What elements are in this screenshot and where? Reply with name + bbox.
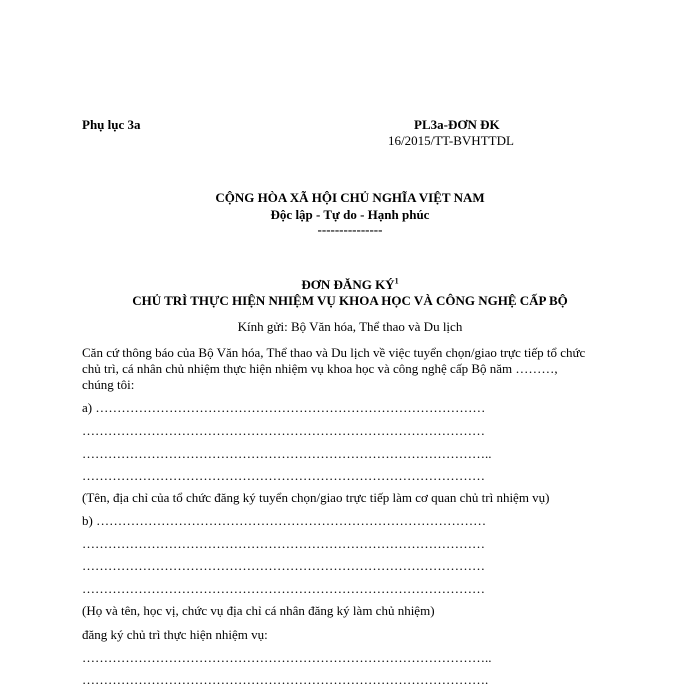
field-b-line-3: ………………………………………………………………………………… — [82, 558, 485, 573]
field-a-note: (Tên, địa chỉ của tổ chức đăng ký tuyển chọn/giao trực tiếp làm cơ quan chủ trì nhiệm vụ) — [82, 490, 550, 505]
addressee: Kính gửi: Bộ Văn hóa, Thể thao và Du lịch — [237, 319, 463, 334]
form-title-text: ĐƠN ĐĂNG KÝ — [301, 277, 395, 292]
field-b-line-4: ………………………………………………………………………………… — [82, 581, 485, 596]
field-b-line-2: ………………………………………………………………………………… — [82, 536, 485, 551]
intro-line-3: chúng tôi: — [82, 377, 135, 392]
motto-divider: --------------- — [317, 222, 383, 237]
appendix-label: Phụ lục 3a — [82, 117, 141, 132]
field-a-line-4: ………………………………………………………………………………… — [82, 468, 485, 483]
form-subtitle: CHỦ TRÌ THỰC HIỆN NHIỆM VỤ KHOA HỌC VÀ CÔNG NGHỆ CẤP BỘ — [132, 293, 568, 308]
form-code: PL3a-ĐƠN ĐK — [414, 117, 500, 132]
national-motto: Độc lập - Tự do - Hạnh phúc — [270, 207, 430, 222]
field-c-line-1: ………………………………………………………………………………….. — [82, 650, 492, 665]
register-line: đăng ký chủ trì thực hiện nhiệm vụ: — [82, 627, 268, 642]
circular-number: 16/2015/TT-BVHTTDL — [388, 133, 514, 148]
form-title — [0, 277, 700, 293]
intro-line-2: chủ trì, cá nhân chủ nhiệm thực hiện nhiệm vụ khoa học và công nghệ cấp Bộ năm ………, — [82, 361, 558, 376]
field-c-line-2: …………………………………………………………………………………. — [82, 672, 489, 687]
field-a-line-2: ………………………………………………………………………………… — [82, 423, 485, 438]
national-title: CỘNG HÒA XÃ HỘI CHỦ NGHĨA VIỆT NAM — [215, 190, 485, 205]
field-b-line-1: b) ……………………………………………………………………………… — [82, 513, 487, 528]
field-a-line-1: a) ……………………………………………………………………………… — [82, 400, 486, 415]
intro-line-1: Căn cứ thông báo của Bộ Văn hóa, Thể thao và Du lịch về việc tuyển chọn/giao trực tiếp tổ chức — [82, 345, 586, 360]
field-b-note: (Họ và tên, học vị, chức vụ địa chỉ cá nhân đăng ký làm chủ nhiệm) — [82, 603, 435, 618]
field-a-line-3: ………………………………………………………………………………….. — [82, 446, 492, 461]
footnote-mark: 1 — [394, 276, 399, 286]
